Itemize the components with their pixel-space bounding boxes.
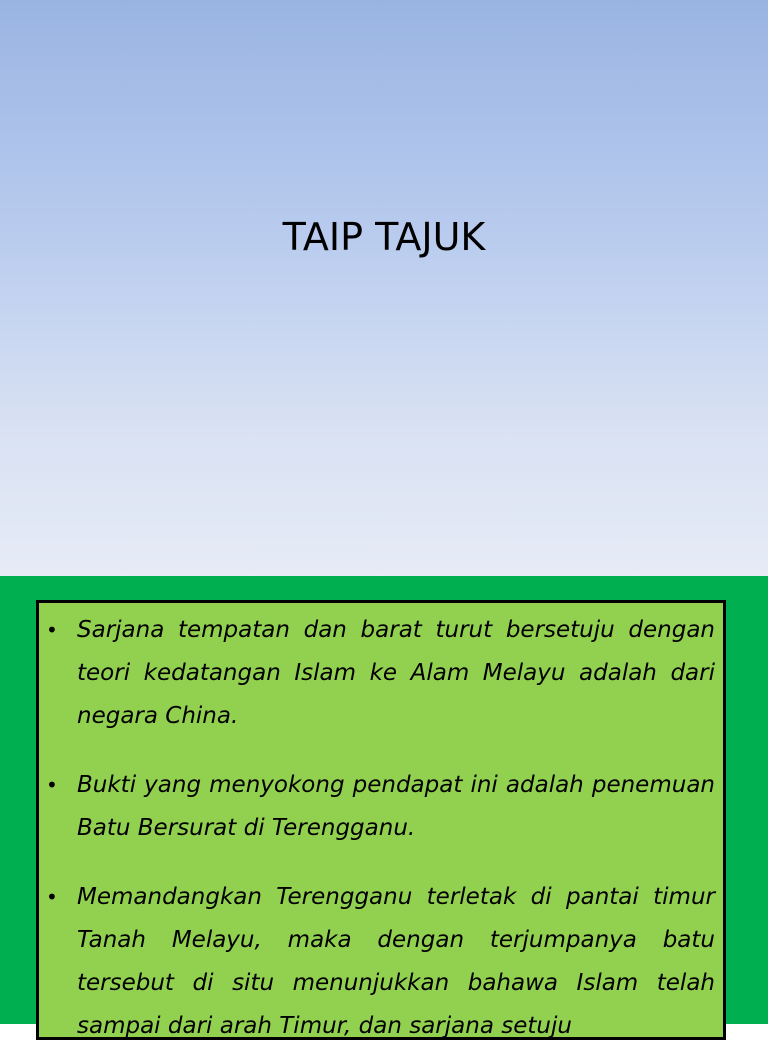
bullet-item xyxy=(39,764,715,850)
bullet-list xyxy=(39,603,723,1048)
bullet-text: Memandangkan Terengganu terletak di pantai timur Tanah Melayu, maka dengan terjumpanya batu tersebut di situ menunjukkan bahawa Islam telah sampai dari arah Timur, dan sarjana setuju xyxy=(77,884,715,1039)
bullet-text: Bukti yang menyokong pendapat ini adalah penemuan Batu Bersurat di Terengganu. xyxy=(77,772,715,841)
bullet-item xyxy=(39,876,715,1048)
slide-title: TAIP TAJUK xyxy=(282,215,486,259)
bullet-item xyxy=(39,609,715,738)
bullet-dot-icon: • xyxy=(46,618,58,642)
bullet-dot-icon: • xyxy=(46,885,58,909)
bullet-text: Sarjana tempatan dan barat turut bersetuju dengan teori kedatangan Islam ke Alam Melayu adalah dari negara China. xyxy=(77,617,715,729)
content-textbox xyxy=(36,600,726,1040)
bullet-dot-icon: • xyxy=(46,773,58,797)
